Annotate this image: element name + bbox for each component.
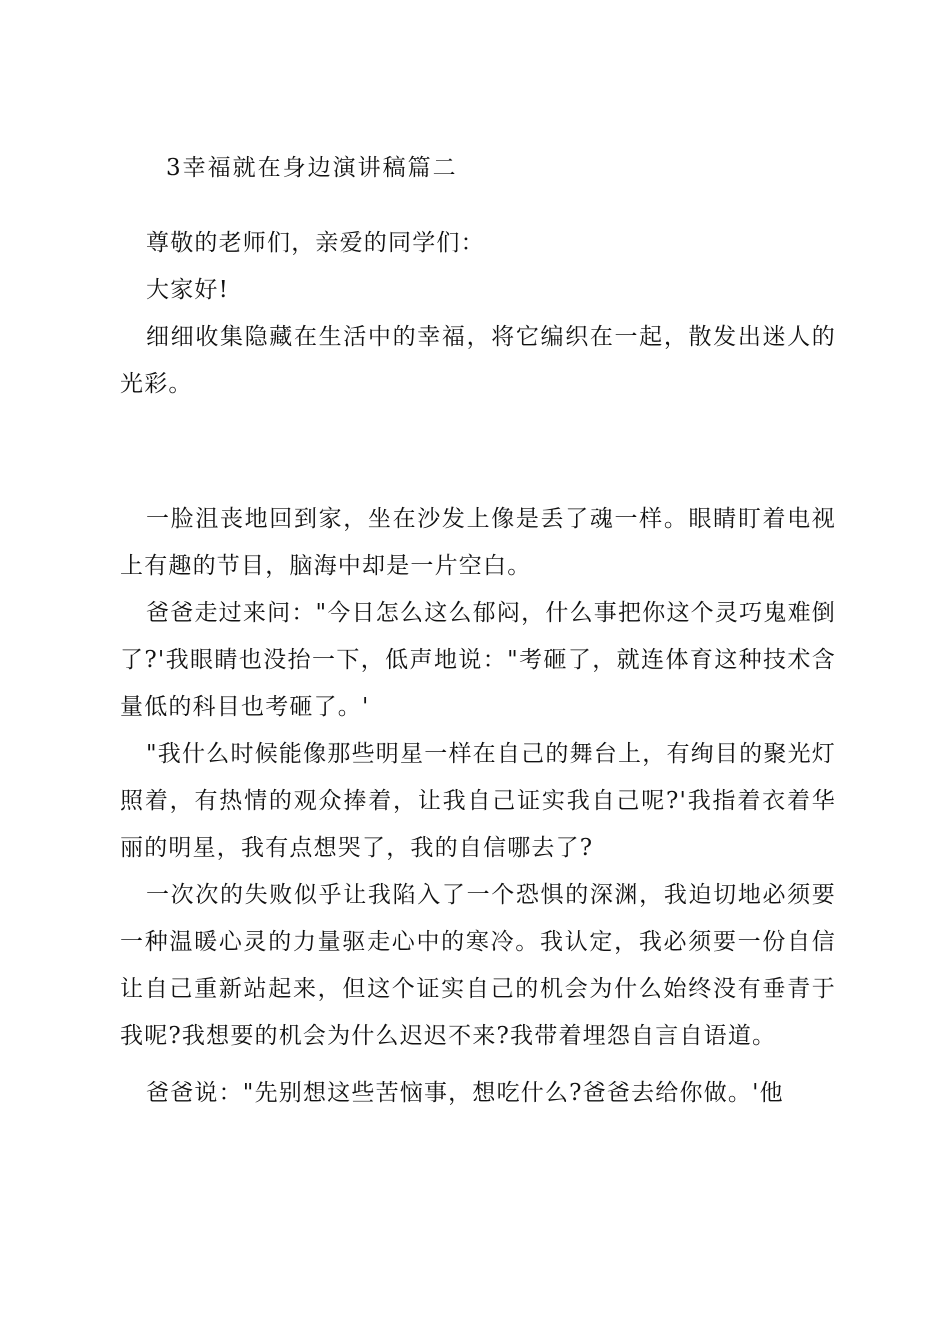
paragraph-4: 一次次的失败似乎让我陷入了一个恐惧的深渊，我迫切地必须要一种温暖心灵的力量驱走心中的寒冷。我认定，我必须要一份自信让自己重新站起来，但这个证实自己的机会为什么始终没有垂青于我呢?我想要的机会为什么迟迟不来?我带着埋怨自言自语道。 <box>120 882 836 1049</box>
paragraph-2: 爸爸走过来问："今日怎么这么郁闷，什么事把你这个灵巧鬼难倒了?'我眼睛也没抬一下，低声地说："考砸了，就连体育这种技术含量低的科目也考砸了。' <box>120 600 836 720</box>
document-body-top <box>120 220 836 408</box>
paragraph-5: 爸爸说："先别想这些苦恼事，想吃什么?爸爸去给你做。'他 <box>146 1080 784 1106</box>
paragraph-intro: 细细收集隐藏在生活中的幸福，将它编织在一起，散发出迷人的光彩。 <box>120 324 836 397</box>
paragraph-1: 一脸沮丧地回到家，坐在沙发上像是丢了魂一样。眼睛盯着电视上有趣的节目，脑海中却是一片空白。 <box>120 506 836 579</box>
greeting: 大家好! <box>146 277 230 303</box>
document-body-main <box>120 496 836 1117</box>
salutation: 尊敬的老师们，亲爱的同学们： <box>146 230 485 256</box>
document-heading: 3幸福就在身边演讲稿篇二 <box>166 155 458 181</box>
paragraph-3: "我什么时候能像那些明星一样在自己的舞台上，有绚目的聚光灯照着，有热情的观众捧着，让我自己证实我自己呢?'我指着衣着华丽的明星，我有点想哭了，我的自信哪去了? <box>120 741 836 861</box>
